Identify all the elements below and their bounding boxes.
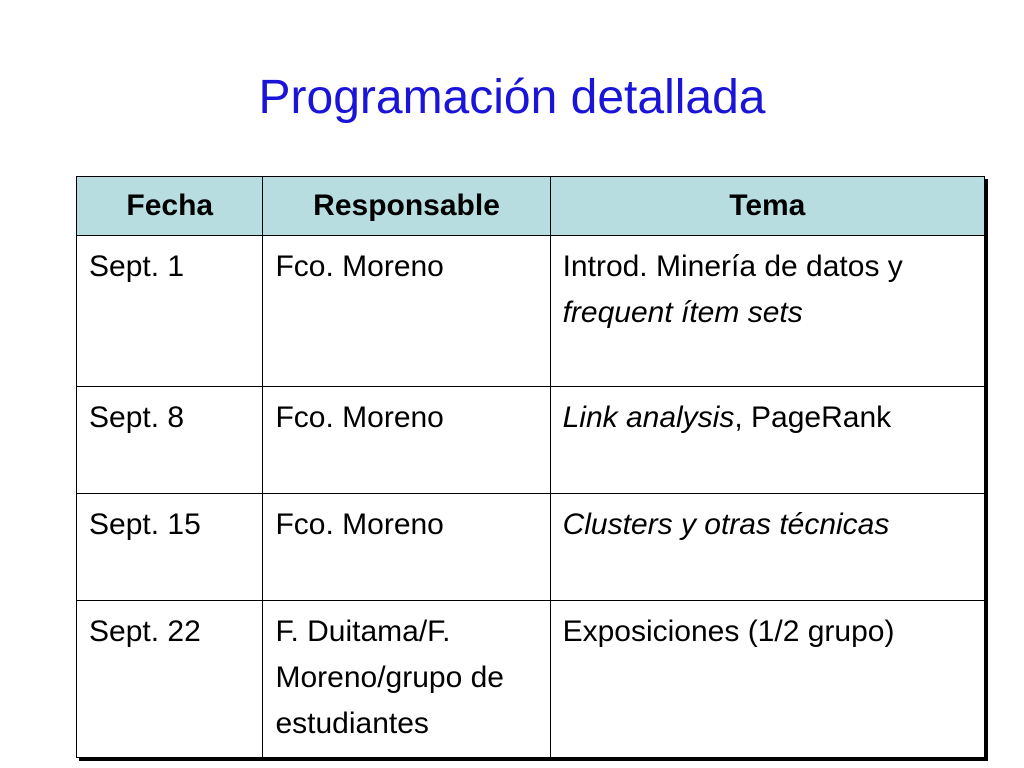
cell-responsable: Fco. Moreno [263, 494, 550, 601]
tema-text: Introd. Minería de datos y [562, 250, 903, 283]
cell-responsable: F. Duitama/F. Moreno/grupo de estudiantes [263, 601, 550, 758]
header-row [77, 177, 985, 236]
slide-title: Programación detallada [258, 71, 766, 124]
cell-tema [550, 601, 984, 758]
tema-text: Exposiciones (1/2 grupo) [562, 615, 895, 648]
cell-responsable: Fco. Moreno [263, 387, 550, 494]
header-fecha: Fecha [77, 177, 263, 236]
tema-text: , PageRank [734, 401, 892, 434]
cell-fecha: Sept. 15 [77, 494, 263, 601]
table-row [77, 494, 985, 601]
tema-italic-text: frequent ítem sets [562, 296, 803, 329]
cell-fecha: Sept. 22 [77, 601, 263, 758]
cell-tema [550, 236, 984, 387]
header-tema: Tema [550, 177, 984, 236]
schedule-table [76, 176, 985, 758]
table-row [77, 387, 985, 494]
cell-fecha: Sept. 8 [77, 387, 263, 494]
tema-italic-text: Link analysis [562, 401, 735, 434]
cell-tema [550, 387, 984, 494]
table-row [77, 236, 985, 387]
cell-responsable: Fco. Moreno [263, 236, 550, 387]
cell-tema [550, 494, 984, 601]
table-row [77, 601, 985, 758]
header-responsable: Responsable [263, 177, 550, 236]
tema-italic-text: Clusters y otras técnicas [562, 508, 890, 541]
cell-fecha: Sept. 1 [77, 236, 263, 387]
